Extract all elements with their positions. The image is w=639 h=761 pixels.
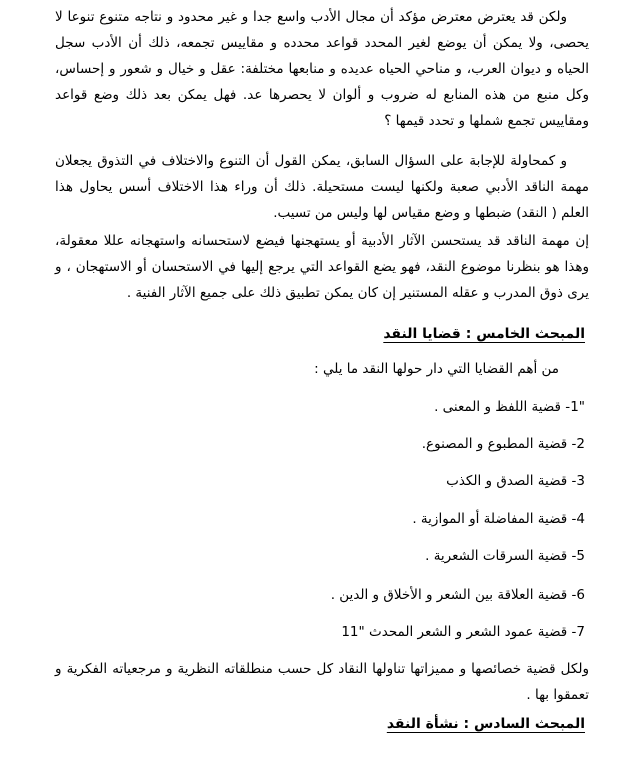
list-item: "1- قضية اللفظ و المعنى . (434, 399, 585, 415)
section-5-intro: من أهم القضايا التي دار حولها النقد ما يلي : (314, 361, 559, 377)
section-6-heading: المبحث السادس : نشأة النقد (386, 716, 585, 732)
list-item: 2- قضية المطبوع و المصنوع. (421, 436, 585, 452)
list-item: 6- قضية العلاقة بين الشعر و الأخلاق و الدين . (330, 587, 585, 603)
list-item: 3- قضية الصدق و الكذب (446, 473, 585, 489)
list-item: 5- قضية السرقات الشعرية . (425, 548, 585, 564)
section-5-heading: المبحث الخامس : قضايا النقد (383, 326, 585, 342)
paragraph-2: و كمحاولة للإجابة على السؤال السابق، يمكن القول أن التنوع والاختلاف في التذوق يجعلان مهمة الناقد الأدبي صعبة ولكنها ليست مستحيلة. ذلك أن وراء هذا الاختلاف أسس يحاول هذا العلم ( النقد) ضبطها و وضع مقياس لها وليس من تسيب. (55, 153, 589, 221)
list-item: 4- قضية المفاضلة أو الموازية . (412, 511, 585, 527)
paragraph-3: إن مهمة الناقد قد يستحسن الآثار الأدبية أو يستهجنها فيضع لاستحسانه واستهجانه عللا معقولة، وهذا هو بنظرنا موضوع النقد، فهو يضع القواعد التي يرجع إليها في الاستحسان أو الاستهجان ، و يرى ذوق المدرب و عقله المستنير إن كان يمكن تطبيق ذلك على جميع الآثار الفنية . (55, 233, 589, 301)
paragraph-1: ولكن قد يعترض معترض مؤكد أن مجال الأدب واسع جدا و غير محدود و نتاجه متنوع تنوعا لا يحصى، ولا يمكن أن يوضع لغير المحدد قواعد محدده و مقاييس تجمعه، ذلك أن الأدب سجل الحياه و ديوان العرب، و مناحي الحياه عديده و منابعها مختلفة: عقل و خيال و شعور و إحساس، وكل منبع من هذه المنابع له ضروب و ألوان لا يحصرها عد. فهل يمكن بعد ذلك وضع قواعد ومقاييس تجمع شملها و تحدد قيمها ؟ (55, 9, 589, 129)
list-item: 7- قضية عمود الشعر و الشعر المحدث "11 (341, 624, 585, 640)
section-5-closing: ولكل قضية خصائصها و مميزاتها تناولها النقاد كل حسب منطلقاته النظرية و مرجعياته الفكرية و تعمقوا بها . (55, 661, 589, 703)
